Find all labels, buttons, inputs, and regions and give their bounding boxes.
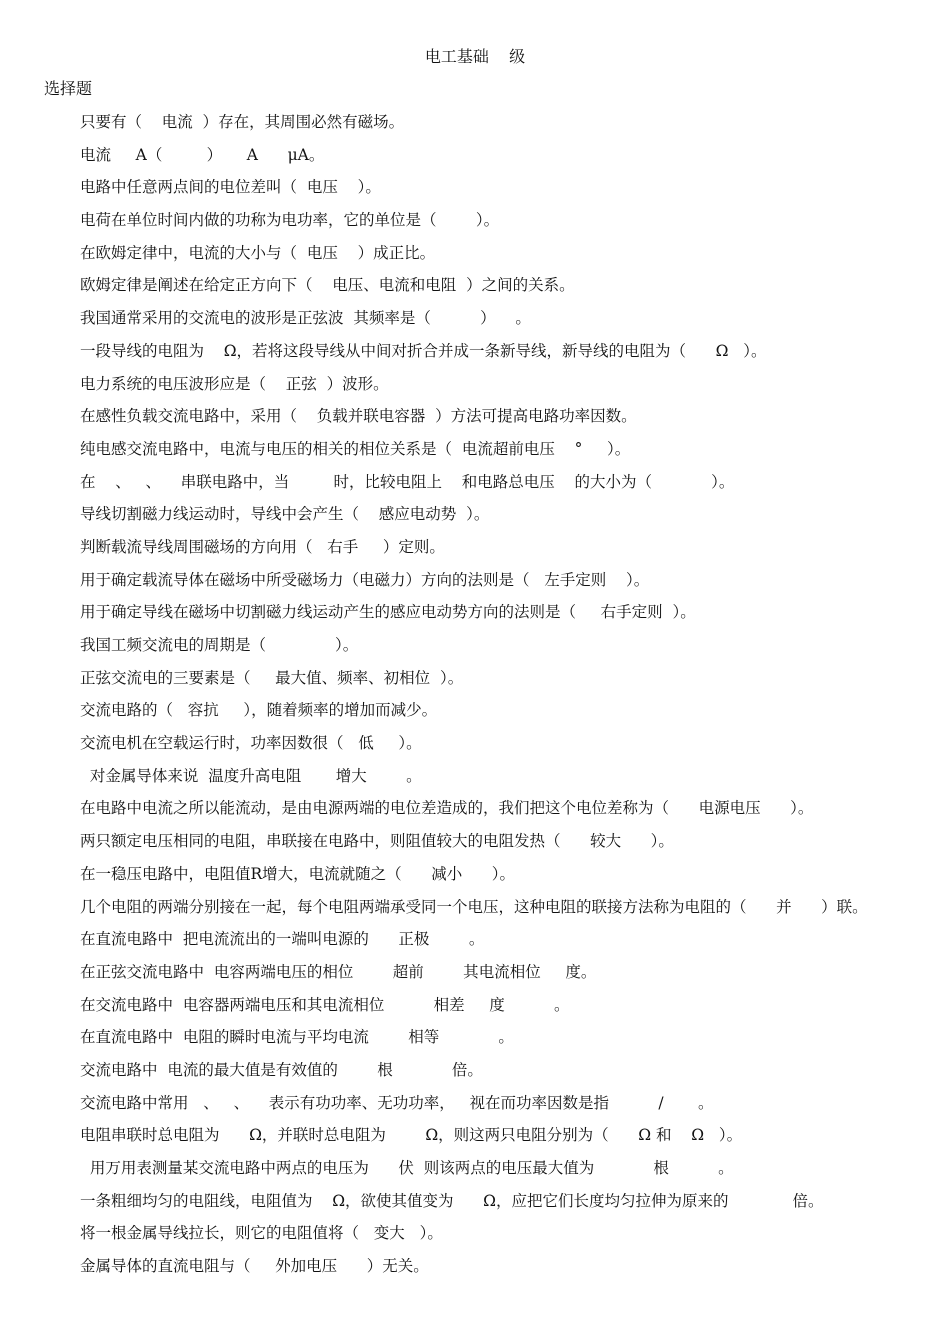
question-item: 在 、 、 串联电路中，当 时，比较电阻上 和电路总电压 的大小为（ ）。 [80, 472, 735, 491]
question-item: 电荷在单位时间内做的功称为电功率，它的单位是（ ）。 [80, 211, 500, 230]
question-list [80, 110, 868, 1287]
question-item: 金属导体的直流电阻与（ 外加电压 ）无关。 [80, 1257, 429, 1276]
question-item: 电流 A（ ） A μA。 [80, 145, 325, 164]
section-heading: 选择题 [44, 79, 93, 98]
question-item: 电阻串联时总电阻为 Ω，并联时总电阻为 Ω，则这两只电阻分别为（ Ω 和 Ω ）。 [80, 1126, 743, 1145]
question-item: 在直流电路中 电阻的瞬时电流与平均电流 相等 。 [80, 1028, 514, 1047]
question-item: 正弦交流电的三要素是（ 最大值、频率、初相位 ）。 [80, 668, 464, 687]
question-item: 交流电路中常用 、 、 表示有功功率、无功功率， 视在而功率因数是指 / 。 [80, 1093, 714, 1112]
question-item: 用万用表测量某交流电路中两点的电压为 伏 则该两点的电压最大值为 根 。 [80, 1159, 734, 1177]
question-item: 我国通常采用的交流电的波形是正弦波 其频率是（ ） 。 [80, 309, 531, 328]
question-item: 一段导线的电阻为 Ω，若将这段导线从中间对折合并成一条新导线，新导线的电阻为（ Ω ）。 [80, 341, 767, 360]
question-item: 在感性负载交流电路中，采用（ 负载并联电容器 ）方法可提高电路功率因数。 [80, 407, 637, 426]
document-title: 电工基础 级 [424, 47, 526, 66]
question-item: 用于确定导线在磁场中切割磁力线运动产生的感应电动势方向的法则是（ 右手定则 ）。 [80, 603, 696, 622]
question-item: 几个电阻的两端分别接在一起，每个电阻两端承受同一个电压，这种电阻的联接方法称为电阻的（ 并 ）联。 [80, 897, 868, 916]
question-item: 电路中任意两点间的电位差叫（ 电压 ）。 [80, 178, 381, 197]
question-item: 将一根金属导线拉长，则它的电阻值将（ 变大 ）。 [80, 1224, 443, 1243]
question-item: 在一稳压电路中，电阻值R增大，电流就随之（ 减小 ）。 [80, 864, 516, 883]
question-item: 欧姆定律是阐述在给定正方向下（ 电压、电流和电阻 ）之间的关系。 [80, 276, 575, 295]
question-item: 用于确定载流导体在磁场中所受磁场力（电磁力）方向的法则是（ 左手定则 ）。 [80, 570, 650, 589]
question-item: 只要有（ 电流 ）存在，其周围必然有磁场。 [80, 113, 405, 131]
question-item: 在欧姆定律中，电流的大小与（ 电压 ）成正比。 [80, 243, 436, 262]
question-item: 我国工频交流电的周期是（ ）。 [80, 636, 359, 654]
question-item: 在电路中电流之所以能流动，是由电源两端的电位差造成的，我们把这个电位差称为（ 电源电压 ）。 [80, 799, 814, 818]
question-item: 电力系统的电压波形应是（ 正弦 ）波形。 [80, 374, 389, 393]
question-item: 交流电机在空载运行时，功率因数很（ 低 ）。 [80, 734, 422, 753]
question-item: 两只额定电压相同的电阻，串联接在电路中，则阻值较大的电阻发热（ 较大 ）。 [80, 832, 674, 851]
question-item: 对金属导体来说 温度升高电阻 增大 。 [80, 766, 422, 785]
question-item: 交流电路中 电流的最大值是有效值的 根 倍。 [80, 1060, 483, 1079]
question-item: 导线切割磁力线运动时，导线中会产生（ 感应电动势 ）。 [80, 505, 490, 524]
question-item: 在正弦交流电路中 电容两端电压的相位 超前 其电流相位 度。 [80, 962, 597, 981]
question-item: 判断载流导线周围磁场的方向用（ 右手 ）定则。 [80, 537, 445, 556]
question-item: 交流电路的（ 容抗 ），随着频率的增加而减少。 [80, 701, 438, 720]
question-item: 纯电感交流电路中，电流与电压的相关的相位关系是（ 电流超前电压 ° ）。 [80, 439, 631, 458]
question-item: 在交流电路中 电容器两端电压和其电流相位 相差 度 。 [80, 995, 570, 1014]
question-item: 一条粗细均匀的电阻线，电阻值为 Ω，欲使其值变为 Ω，应把它们长度均匀拉伸为原来的 倍。 [80, 1191, 824, 1210]
question-item: 在直流电路中 把电流流出的一端叫电源的 正极 。 [80, 930, 485, 949]
